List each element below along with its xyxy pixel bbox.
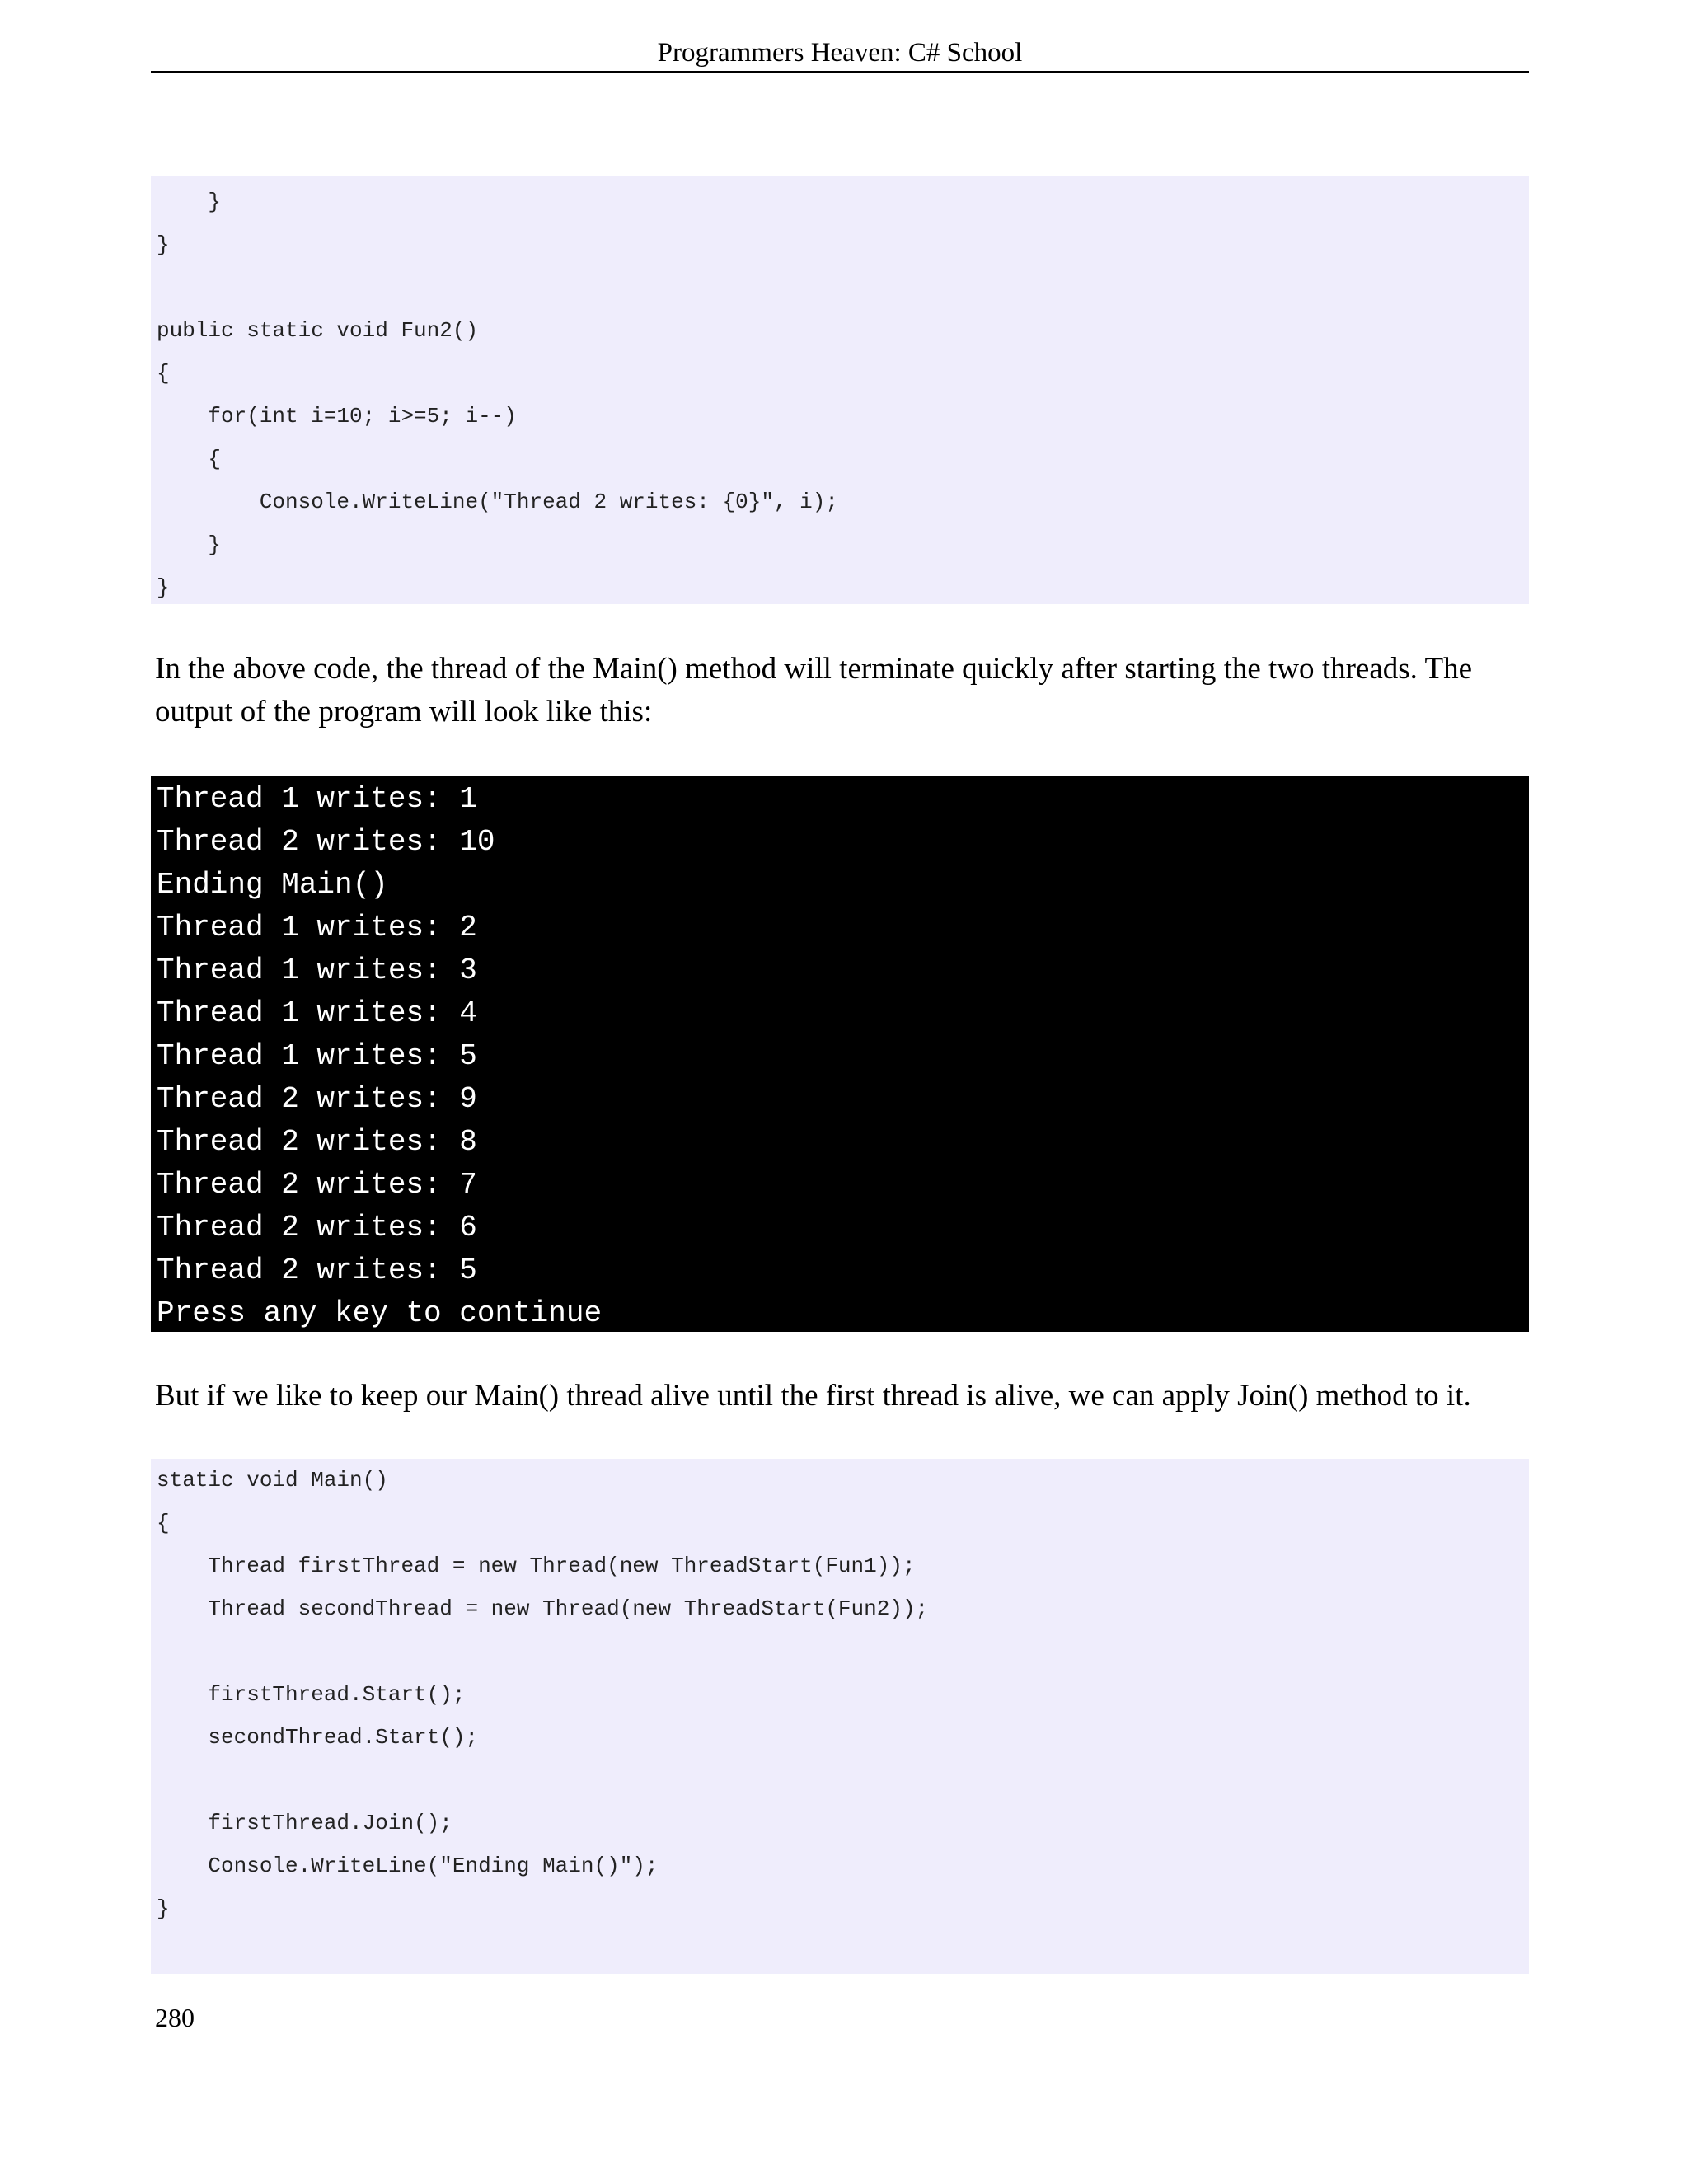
page-number: 280 (155, 2003, 195, 2032)
console-line: Thread 2 writes: 6 (157, 1211, 477, 1244)
body-paragraph: In the above code, the thread of the Main() method will terminate quickly after starting the two threads. The output of the program will look like this: (155, 652, 1473, 729)
code-line: Console.WriteLine("Thread 2 writes: {0}", i); (157, 490, 838, 514)
console-line: Press any key to continue (157, 1296, 603, 1330)
code-line: public static void Fun2() (157, 318, 479, 343)
code-line: { (157, 447, 222, 471)
code-line: Thread secondThread = new Thread(new ThreadStart(Fun2)); (157, 1596, 929, 1621)
code-line: } (157, 532, 222, 557)
code-line (157, 266, 1529, 309)
console-line: Thread 1 writes: 1 (157, 782, 477, 816)
console-line: Thread 1 writes: 4 (157, 996, 477, 1030)
code-line: } (157, 232, 170, 257)
console-line: Ending Main() (157, 868, 388, 902)
code-line: for(int i=10; i>=5; i--) (157, 404, 517, 429)
code-line: static void Main() (157, 1468, 388, 1493)
code-line: Thread firstThread = new Thread(new ThreadStart(Fun1)); (157, 1554, 916, 1578)
console-output (151, 776, 1529, 1332)
console-line: Thread 2 writes: 9 (157, 1082, 477, 1116)
code-line: secondThread.Start(); (157, 1725, 479, 1750)
code-line: { (157, 361, 170, 386)
code-block-fun2 (151, 176, 1529, 604)
code-line: firstThread.Start(); (157, 1682, 466, 1707)
code-line: Console.WriteLine("Ending Main()"); (157, 1854, 659, 1878)
console-line: Thread 1 writes: 3 (157, 954, 477, 987)
console-line: Thread 1 writes: 5 (157, 1039, 477, 1073)
running-header: Programmers Heaven: C# School (151, 35, 1529, 73)
code-line: } (157, 1896, 170, 1921)
code-line: } (157, 190, 222, 214)
code-line (157, 1630, 1529, 1673)
code-line (157, 1759, 1529, 1802)
code-line: } (157, 575, 170, 600)
console-line: Thread 2 writes: 7 (157, 1168, 477, 1202)
console-line: Thread 2 writes: 5 (157, 1254, 477, 1287)
code-line: firstThread.Join(); (157, 1811, 452, 1835)
console-line: Thread 2 writes: 10 (157, 825, 495, 859)
console-line: Thread 2 writes: 8 (157, 1125, 477, 1159)
body-paragraph: But if we like to keep our Main() thread alive until the first thread is alive, we can apply Join() method to it. (155, 1379, 1471, 1413)
code-line: { (157, 1511, 170, 1535)
code-block-main (151, 1459, 1529, 1974)
console-line: Thread 1 writes: 2 (157, 911, 477, 944)
